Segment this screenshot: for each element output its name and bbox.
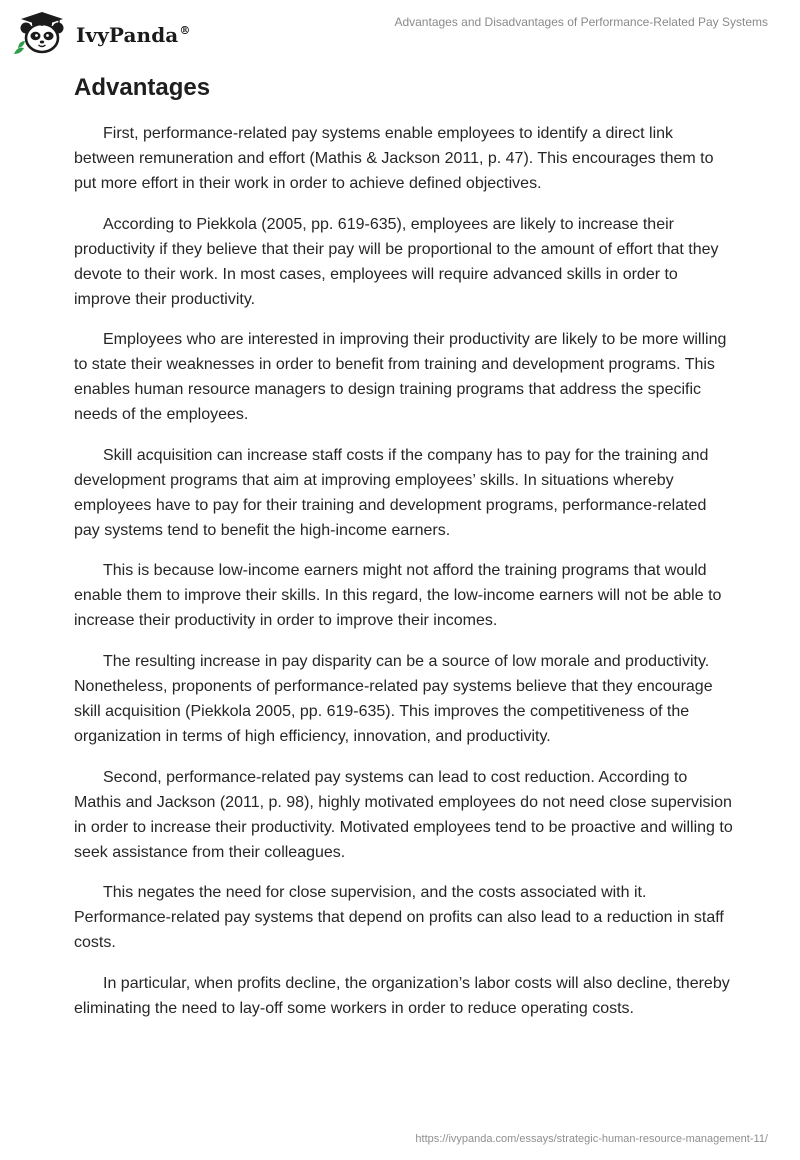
section-heading: Advantages <box>74 74 211 101</box>
paragraph-9: In particular, when profits decline, the organization’s labor costs will also decline, thereby eliminating the need to lay-off some workers in order to reduce operating costs. <box>74 974 730 1017</box>
paragraph-6: The resulting increase in pay disparity can be a source of low morale and productivity. Nonetheless, proponents of performance-related pay systems believe that they encourage skill acquisition (Piekkola 2005, pp. 619-635). This improves the competitiveness of the organization in terms of high efficiency, innovation, and productivity. <box>74 652 713 745</box>
paragraph-8: This negates the need for close supervision, and the costs associated with it. Performance-related pay systems that depend on profits can also lead to a reduction in staff costs. <box>74 884 724 952</box>
registered-mark: ® <box>179 24 191 38</box>
logo-wordmark <box>76 23 190 47</box>
essay-content <box>74 72 734 1036</box>
paragraph-4: Skill acquisition can increase staff costs if the company has to pay for the training and development programs that aim at improving employees’ skills. In situations whereby employees have to pay for their training and development programs, performance-related pay systems tend to benefit the high-income earners. <box>74 446 709 539</box>
paragraph-5: This is because low-income earners might not afford the training programs that would enable them to improve their skills. In this regard, the low-income earners will not be able to increase their productivity in order to improve their incomes. <box>74 562 722 630</box>
source-url-link[interactable]: https://ivypanda.com/essays/strategic-human-resource-management-11/ <box>415 1133 768 1145</box>
paragraph-7: Second, performance-related pay systems can lead to cost reduction. According to Mathis and Jackson (2011, p. 98), highly motivated employees do not need close supervision in order to increase their productivity. Motivated employees tend to be proactive and willing to seek assistance from their colleagues. <box>74 768 733 861</box>
paragraph-2: According to Piekkola (2005, pp. 619-635), employees are likely to increase their productivity if they believe that their pay will be proportional to the amount of effort that they devote to their work. In most cases, employees will require advanced skills in order to improve their productivity. <box>74 215 719 308</box>
logo-text: IvyPanda <box>76 23 179 47</box>
paragraph-1: First, performance-related pay systems enable employees to identify a direct link between remuneration and effort (Mathis & Jackson 2011, p. 47). This encourages them to put more effort in their work in order to achieve defined objectives. <box>74 125 714 192</box>
ivypanda-logo[interactable] <box>12 8 190 58</box>
page-header <box>0 0 800 62</box>
panda-graduation-cap-icon <box>12 8 72 58</box>
paragraph-3: Employees who are interested in improving their productivity are likely to be more willing to state their weaknesses in order to benefit from training and development programs. This enables human resource managers to design training programs that address the specific needs of the employees. <box>74 331 727 424</box>
document-title: Advantages and Disadvantages of Performance-Related Pay Systems <box>394 15 768 29</box>
